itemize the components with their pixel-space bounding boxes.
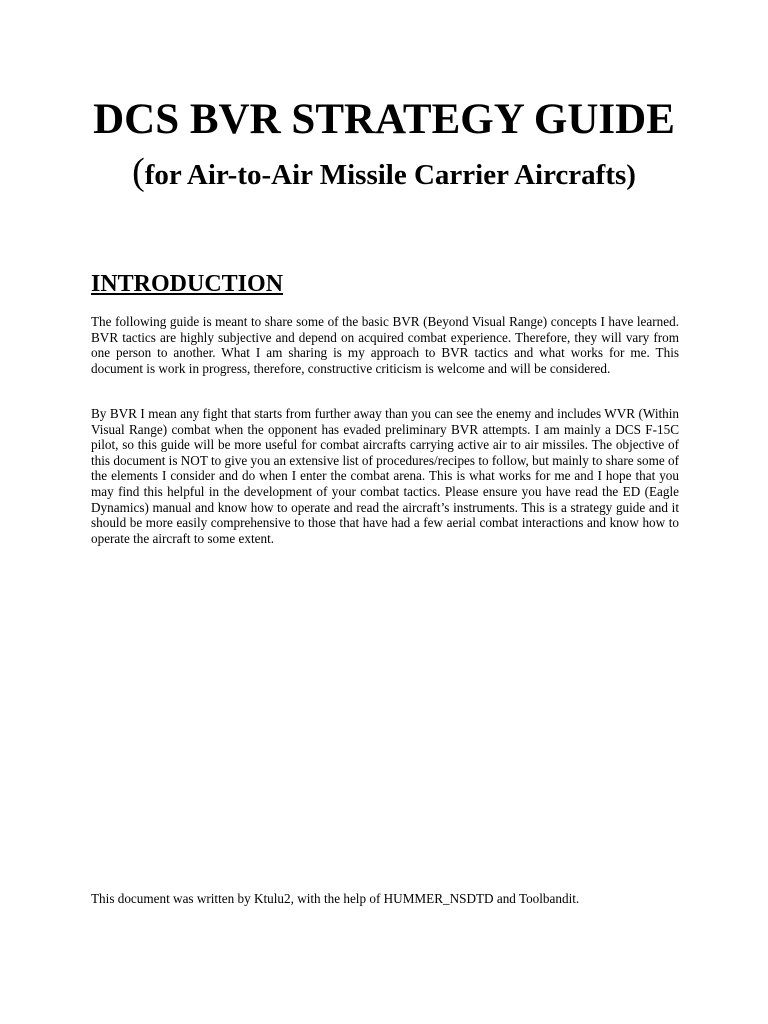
- subtitle-text: for Air-to-Air Missile Carrier Aircrafts): [144, 159, 636, 191]
- document-subtitle: [0, 152, 768, 195]
- section-heading-introduction: INTRODUCTION: [91, 271, 284, 297]
- intro-paragraph-1: The following guide is meant to share some of the basic BVR (Beyond Visual Range) concepts I have learned. BVR tactics are highly subjective and depend on acquired combat experience. Therefore, they will vary from one person to another. What I am sharing is my approach to BVR tactics and what works for me. This document is work in progress, therefore, constructive criticism is welcome and will be considered.: [91, 314, 679, 376]
- authorship-note: This document was written by Ktulu2, with the help of HUMMER_NSDTD and Toolbandit.: [91, 891, 580, 906]
- subtitle-open-paren: (: [132, 151, 145, 193]
- document-title: DCS BVR STRATEGY GUIDE: [93, 96, 675, 143]
- intro-paragraph-2: By BVR I mean any fight that starts from further away than you can see the enemy and includes WVR (Within Visual Range) combat when the opponent has evaded preliminary BVR attempts. I am mainly a DCS F-15C pilot, so this guide will be more useful for combat aircrafts carrying active air to air missiles. The objective of this document is NOT to give you an extensive list of procedures/recipes to follow, but mainly to share some of the elements I consider and do when I enter the combat arena. This is what works for me and I hope that you may find this helpful in the development of your combat tactics. Please ensure you have read the ED (Eagle Dynamics) manual and know how to operate and read the aircraft’s instruments. This is a strategy guide and it should be more easily comprehensive to those that have had a few aerial combat interactions and know how to operate the aircraft to some extent.: [91, 406, 679, 546]
